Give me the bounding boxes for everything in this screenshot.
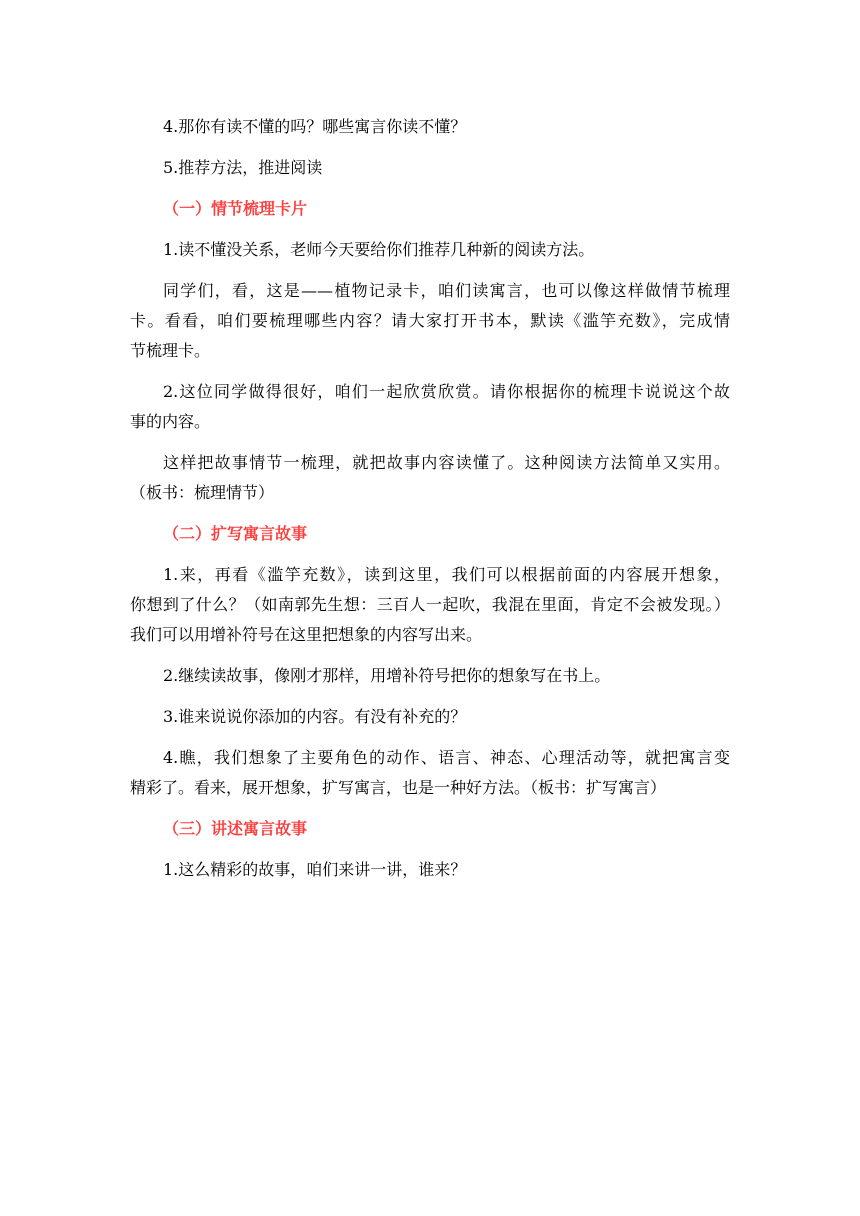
paragraph-line: 事的内容。 bbox=[130, 412, 211, 431]
paragraph-item-4 bbox=[130, 112, 730, 142]
paragraph-imagine bbox=[130, 560, 730, 650]
paragraph-expand-fable bbox=[130, 743, 730, 803]
paragraph-item-5 bbox=[130, 153, 730, 183]
paragraph-appreciate bbox=[130, 377, 730, 437]
paragraph-intro-methods bbox=[130, 235, 730, 265]
paragraph-line: （板书：梳理情节） bbox=[130, 483, 275, 502]
paragraph-line: 4.那你有读不懂的吗？哪些寓言你读不懂？ bbox=[163, 117, 467, 136]
paragraph-plant-card bbox=[130, 276, 730, 366]
paragraph-line: 同学们，看，这是——植物记录卡，咱们读寓言，也可以像这样做情节梳理 bbox=[163, 281, 730, 300]
paragraph-line: 4.瞧，我们想象了主要角色的动作、语言、神态、心理活动等，就把寓言变 bbox=[163, 748, 730, 767]
paragraph-line: 2.继续读故事，像刚才那样，用增补符号把你的想象写在书上。 bbox=[163, 666, 611, 685]
section-heading-2: （二）扩写寓言故事 bbox=[163, 524, 308, 543]
section-heading-1: （一）情节梳理卡片 bbox=[163, 199, 308, 218]
paragraph-line: 你想到了什么？（如南郭先生想：三百人一起吹，我混在里面，肯定不会被发现。） bbox=[130, 595, 730, 614]
paragraph-line: 1.来，再看《滥竽充数》，读到这里，我们可以根据前面的内容展开想象， bbox=[163, 565, 730, 584]
paragraph-line: 精彩了。看来，展开想象，扩写寓言，也是一种好方法。（板书：扩写寓言） bbox=[130, 778, 667, 797]
paragraph-line: 节梳理卡。 bbox=[130, 341, 211, 360]
paragraph-line: 我们可以用增补符号在这里把想象的内容写出来。 bbox=[130, 625, 483, 644]
paragraph-line: 卡。看看，咱们要梳理哪些内容？请大家打开书本，默读《滥竽充数》，完成情 bbox=[130, 311, 730, 330]
paragraph-tell-story bbox=[130, 855, 730, 885]
paragraph-line: 3.谁来说说你添加的内容。有没有补充的？ bbox=[163, 707, 467, 726]
paragraph-share bbox=[130, 702, 730, 732]
paragraph-line: 这样把故事情节一梳理，就把故事内容读懂了。这种阅读方法简单又实用。 bbox=[163, 453, 730, 472]
section-heading-3: （三）讲述寓言故事 bbox=[163, 819, 308, 838]
paragraph-summary-plot bbox=[130, 448, 730, 508]
paragraph-line: 5.推荐方法，推进阅读 bbox=[163, 158, 323, 177]
paragraph-line: 1.这么精彩的故事，咱们来讲一讲，谁来？ bbox=[163, 860, 467, 879]
paragraph-line: 1.读不懂没关系，老师今天要给你们推荐几种新的阅读方法。 bbox=[163, 240, 595, 259]
paragraph-continue-reading bbox=[130, 661, 730, 691]
document-body bbox=[130, 112, 730, 896]
paragraph-line: 2.这位同学做得很好，咱们一起欣赏欣赏。请你根据你的梳理卡说说这个故 bbox=[163, 382, 730, 401]
